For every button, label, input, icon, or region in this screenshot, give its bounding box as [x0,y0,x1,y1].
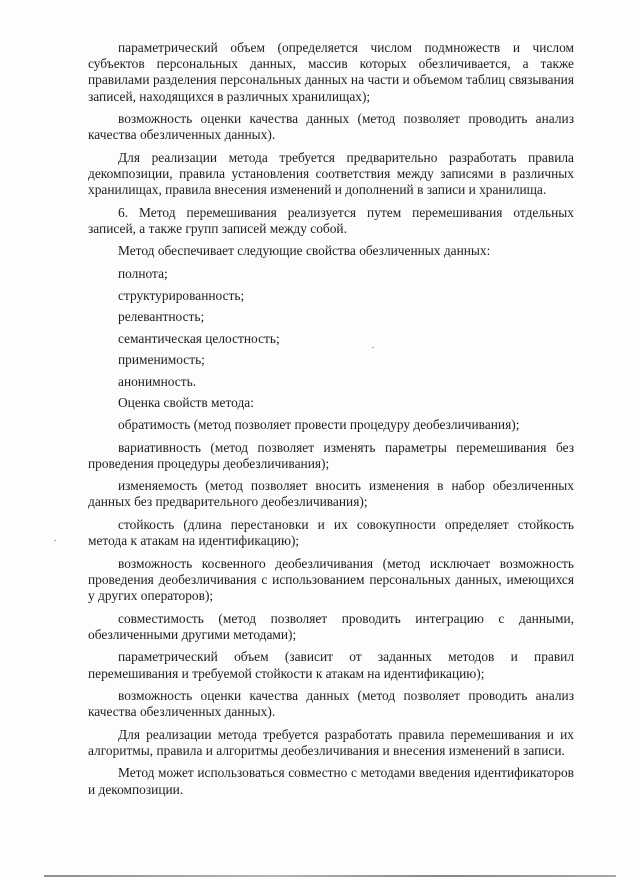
paragraph-properties-intro: Метод обеспечивает следующие свойства обезличенных данных: [118,243,491,259]
evaluation-item: изменяемость (метод позволяет вносить изменения в набор обезличенных данных без предварительного деобезличивания); [88,478,574,510]
paragraph-quality-assessment: возможность оценки качества данных (метод позволяет проводить анализ качества обезличенных данных). [88,111,574,143]
paragraph-parametric-volume: параметрический объем (определяется числом подмножеств и числом субъектов персональных данных, массив которых обезличивается, а также правилами разделения персональных данных на части и объемом таблиц связывания записей, находящихся в различных хранилищах); [88,40,574,104]
evaluation-item: возможность косвенного деобезличивания (метод исключает возможность проведения деобезличивания с использованием персональных данных, имеющихся у других операторов); [88,555,574,604]
property-item: полнота; [118,265,168,281]
scan-speck [54,540,56,541]
closing-paragraph: Для реализации метода требуется разработать правила перемешивания и их алгоритмы, правила и алгоритмы деобезличивания и внесения изменений в записи. [88,726,574,758]
property-item: релевантность; [118,309,205,325]
scan-speck [372,347,374,348]
evaluation-item: вариативность (метод позволяет изменять параметры перемешивания без проведения процедуры деобезличивания); [88,439,574,471]
paragraph-shuffle-method: 6. Метод перемешивания реализуется путем перемешивания отдельных записей, а также групп записей между собой. [88,204,574,236]
evaluation-item: возможность оценки качества данных (метод позволяет проводить анализ качества обезличенных данных). [88,688,574,720]
property-item: семантическая целостность; [118,330,280,346]
property-item: применимость; [118,352,205,368]
property-item: анонимность. [118,373,197,389]
paragraph-decomposition-rules: Для реализации метода требуется предварительно разработать правила декомпозиции, правила установления соответствия между записями в различных хранилищах, правила внесения изменений и дополнений в записи и хранилища. [88,149,574,198]
evaluation-heading: Оценка свойств метода: [118,395,254,411]
evaluation-item: обратимость (метод позволяет провести процедуру деобезличивания); [118,417,520,433]
evaluation-item: параметрический объем (зависит от заданных методов и правил перемешивания и требуемой стойкости к атакам на идентификацию); [88,649,574,681]
property-item: структурированность; [118,287,245,303]
evaluation-item: стойкость (длина перестановки и их совокупности определяет стойкость метода к атакам на идентификацию); [88,516,574,549]
page-bottom-edge [44,875,616,877]
closing-paragraph: Метод может использоваться совместно с методами введения идентификаторов и декомпозиции. [88,765,574,797]
document-body [88,40,574,804]
evaluation-item: совместимость (метод позволяет проводить интеграцию с данными, обезличенными другими методами); [88,610,574,642]
